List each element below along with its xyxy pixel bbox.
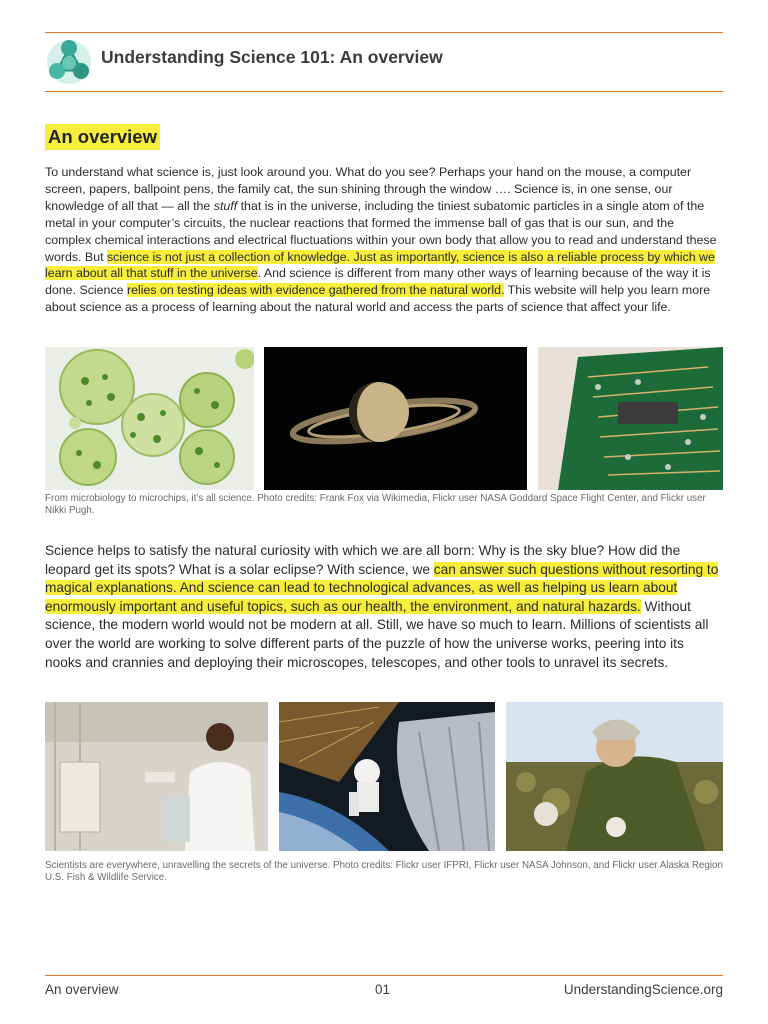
- text-run: Without science, the modern world would not be modern at all. Still, we have so much to learn. Millions of scientists all over the world are working to solve different parts of the puzzle of how the universe works, peering into its nooks and crannies and deploying their microscopes, telescopes, and other tools to unravel its secrets.: [45, 598, 709, 670]
- intro-paragraph: [45, 164, 723, 316]
- highlighted-text: relies on testing ideas with evidence gathered from the natural world.: [126, 283, 505, 298]
- text-run: To understand what science is, just look around you. What do you see? Perhaps your hand on the mouse, a computer screen, papers, ballpoint pens, the family cat, the sun shining through the window …. Science is, in one sense, our knowledge of all that — all the: [45, 165, 692, 213]
- body-paragraph: [45, 542, 723, 672]
- photo-algae: [45, 347, 254, 490]
- page-title: Understanding Science 101: An overview: [101, 47, 443, 67]
- text-run: . And science is different from many other ways of learning because of the way it is done. Science: [45, 266, 711, 298]
- header-top-rule: [45, 32, 723, 33]
- photo-lab-scientist: [45, 702, 268, 851]
- emphasis-text: stuff: [213, 198, 238, 213]
- photo-astronaut-spacewalk: [279, 702, 495, 851]
- image-caption: From microbiology to microchips, it’s all science. Photo credits: Frank Fox via Wikimedia, Flickr user NASA Goddard Space Flight Center, and Flickr user Nikki Pugh.: [45, 493, 706, 516]
- highlighted-text: science is not just a collection of knowledge. Just as importantly, science is also a reliable process by which we learn about all that stuff in the universe: [45, 249, 715, 281]
- photo-saturn: [264, 347, 527, 490]
- atom-molecule-icon: [45, 36, 93, 86]
- image-caption: Scientists are everywhere, unravelling the secrets of the universe. Photo credits: Flickr user IFPRI, Flickr user NASA Johnson, and Flickr user Alaska Region U.S. Fish & Wildlife Service.: [45, 860, 723, 883]
- photo-field-biologist: [506, 702, 723, 851]
- section-heading: An overview: [45, 124, 160, 150]
- footer-section-name: An overview: [45, 982, 119, 997]
- text-run: This website will help you learn more about science as a process of learning about the natural world and access the parts of science that affect your life.: [45, 283, 711, 315]
- page-number: 01: [375, 982, 391, 997]
- text-run: that is in the universe, including the tiniest subatomic particles in a single atom of the metal in your computer’s circuits, the nuclear reactions that formed the immense ball of gas that is our sun, and the complex chemical interactions and electrical fluctuations within your own body that allow you to read and understand these words. But: [45, 198, 717, 264]
- text-run: Science helps to satisfy the natural curiosity with which we are all born: Why is the sky blue? How did the leopard get its spots? What is a solar eclipse? With science, we: [45, 543, 681, 577]
- footer-site-link[interactable]: UnderstandingScience.org: [563, 982, 723, 997]
- header-bottom-rule: [45, 91, 723, 92]
- footer-rule: [45, 975, 723, 976]
- highlighted-text: can answer such questions without resorting to magical explanations. And science can lead to technological advances, as well as helping us learn about enormously important and useful topics, such as our health, the environment, and natural hazards.: [45, 561, 719, 614]
- photo-circuit-board: [538, 347, 723, 490]
